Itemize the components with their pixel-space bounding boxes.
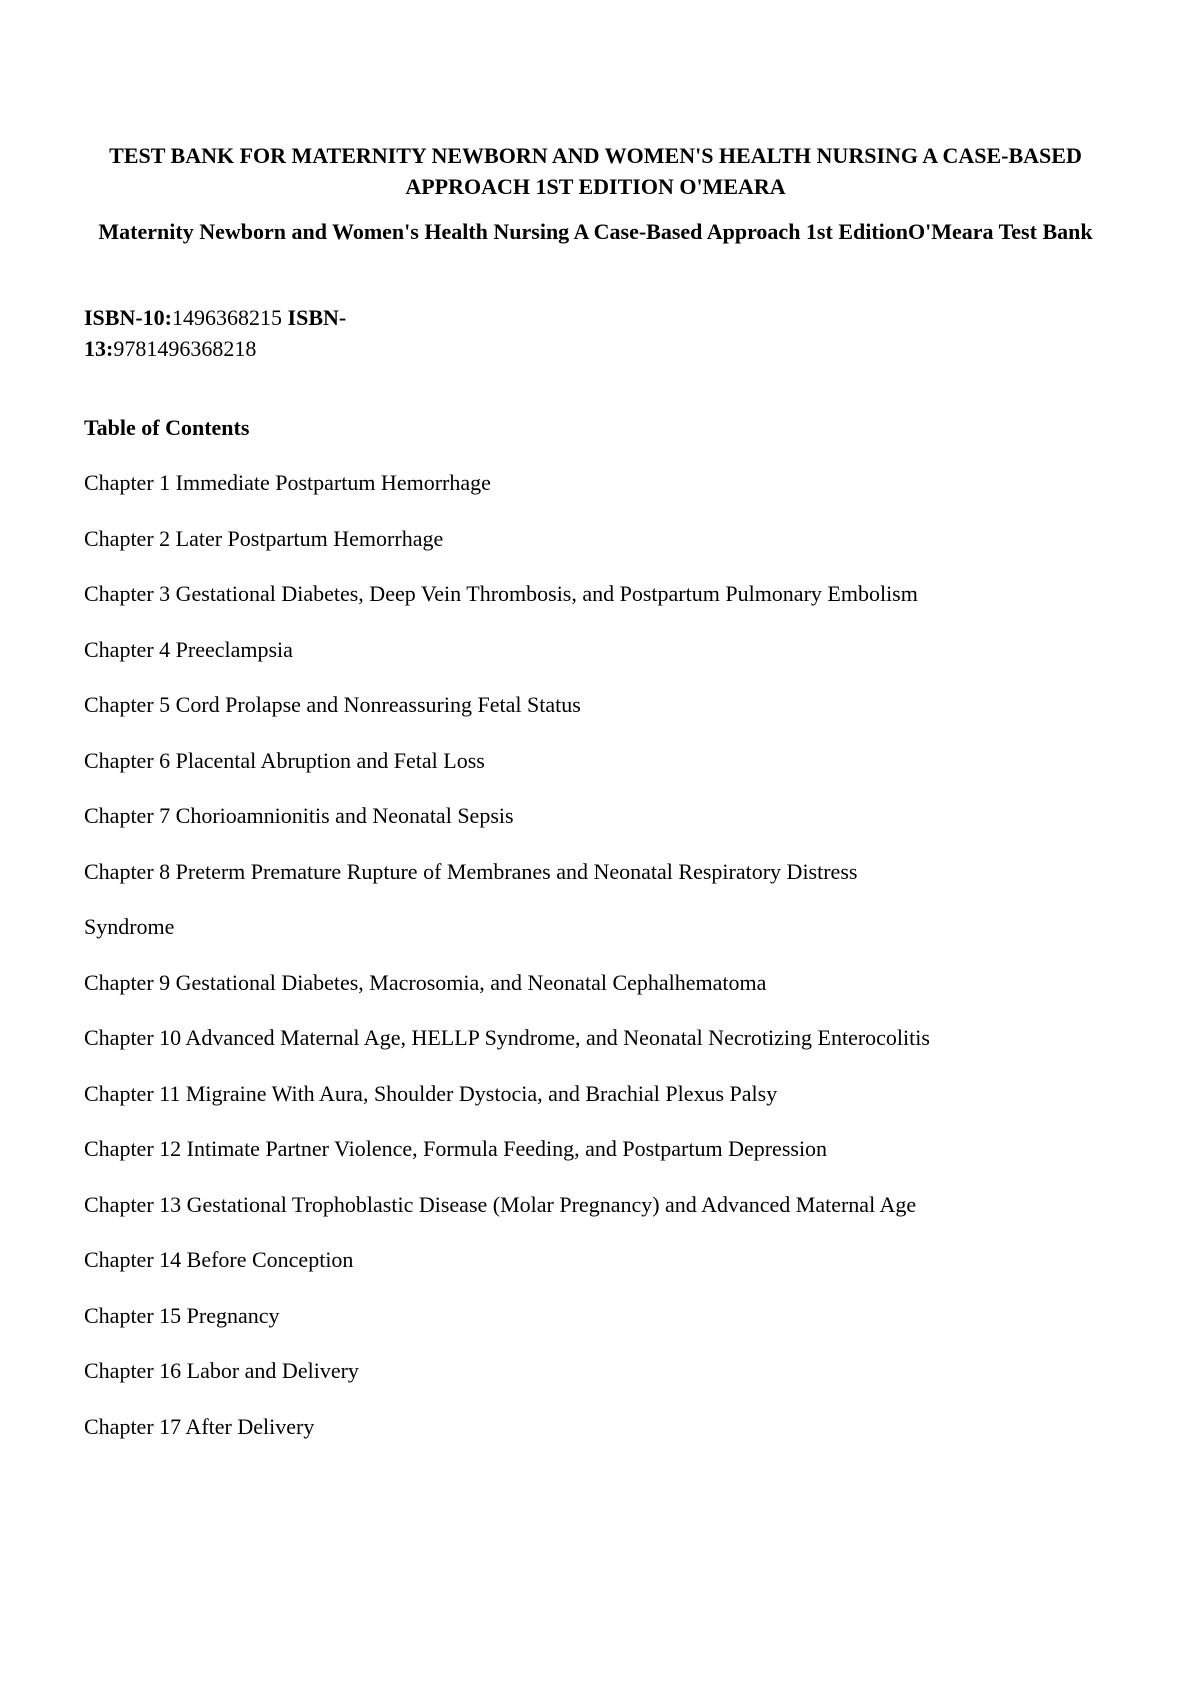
toc-item: Chapter 3 Gestational Diabetes, Deep Vein Thrombosis, and Postpartum Pulmonary Embolism [84, 581, 918, 606]
toc-item: Chapter 2 Later Postpartum Hemorrhage [84, 525, 444, 551]
toc-item: Chapter 15 Pregnancy [84, 1302, 280, 1328]
toc-item: Chapter 8 Preterm Premature Rupture of Membranes and Neonatal Respiratory Distress [84, 858, 858, 884]
toc-item: Chapter 7 Chorioamnionitis and Neonatal Sepsis [84, 803, 514, 828]
toc-heading: Table of Contents [84, 415, 250, 440]
isbn10-label: ISBN-10: [84, 305, 173, 330]
toc-item: Chapter 16 Labor and Delivery [84, 1358, 359, 1383]
document-title: TEST BANK FOR MATERNITY NEWBORN AND WOMEN'S HEALTH NURSING A CASE-BASED APPROACH 1ST EDITION O'MEARA [109, 143, 1082, 199]
toc-item: Chapter 12 Intimate Partner Violence, Formula Feeding, and Postpartum Depression [84, 1136, 828, 1161]
toc-item: Chapter 6 Placental Abruption and Fetal Loss [84, 747, 485, 773]
document-subtitle: Maternity Newborn and Women's Health Nursing A Case-Based Approach 1st EditionO'Meara Test Bank [98, 219, 1093, 244]
isbn13-label-part2: 13: [84, 336, 114, 361]
toc-item: Chapter 14 Before Conception [84, 1247, 354, 1272]
toc-item: Chapter 13 Gestational Trophoblastic Disease (Molar Pregnancy) and Advanced Maternal Age [84, 1191, 917, 1217]
toc-item: Chapter 1 Immediate Postpartum Hemorrhage [84, 470, 491, 495]
toc-item: Chapter 17 After Delivery [84, 1413, 315, 1439]
toc-item: Chapter 9 Gestational Diabetes, Macrosomia, and Neonatal Cephalhematoma [84, 969, 767, 995]
isbn13-label-part1: ISBN- [287, 305, 347, 330]
isbn13-value: 9781496368218 [113, 336, 257, 361]
toc-item: Chapter 5 Cord Prolapse and Nonreassuring Fetal Status [84, 692, 581, 717]
toc-item: Chapter 4 Preeclampsia [84, 636, 293, 662]
toc-item: Chapter 11 Migraine With Aura, Shoulder Dystocia, and Brachial Plexus Palsy [84, 1080, 778, 1106]
isbn-block [84, 302, 404, 364]
isbn10-value: 1496368215 [172, 305, 283, 330]
toc-item: Chapter 10 Advanced Maternal Age, HELLP Syndrome, and Neonatal Necrotizing Enterocolitis [84, 1025, 930, 1050]
table-of-contents [84, 467, 930, 1466]
toc-item: Syndrome [84, 914, 175, 939]
